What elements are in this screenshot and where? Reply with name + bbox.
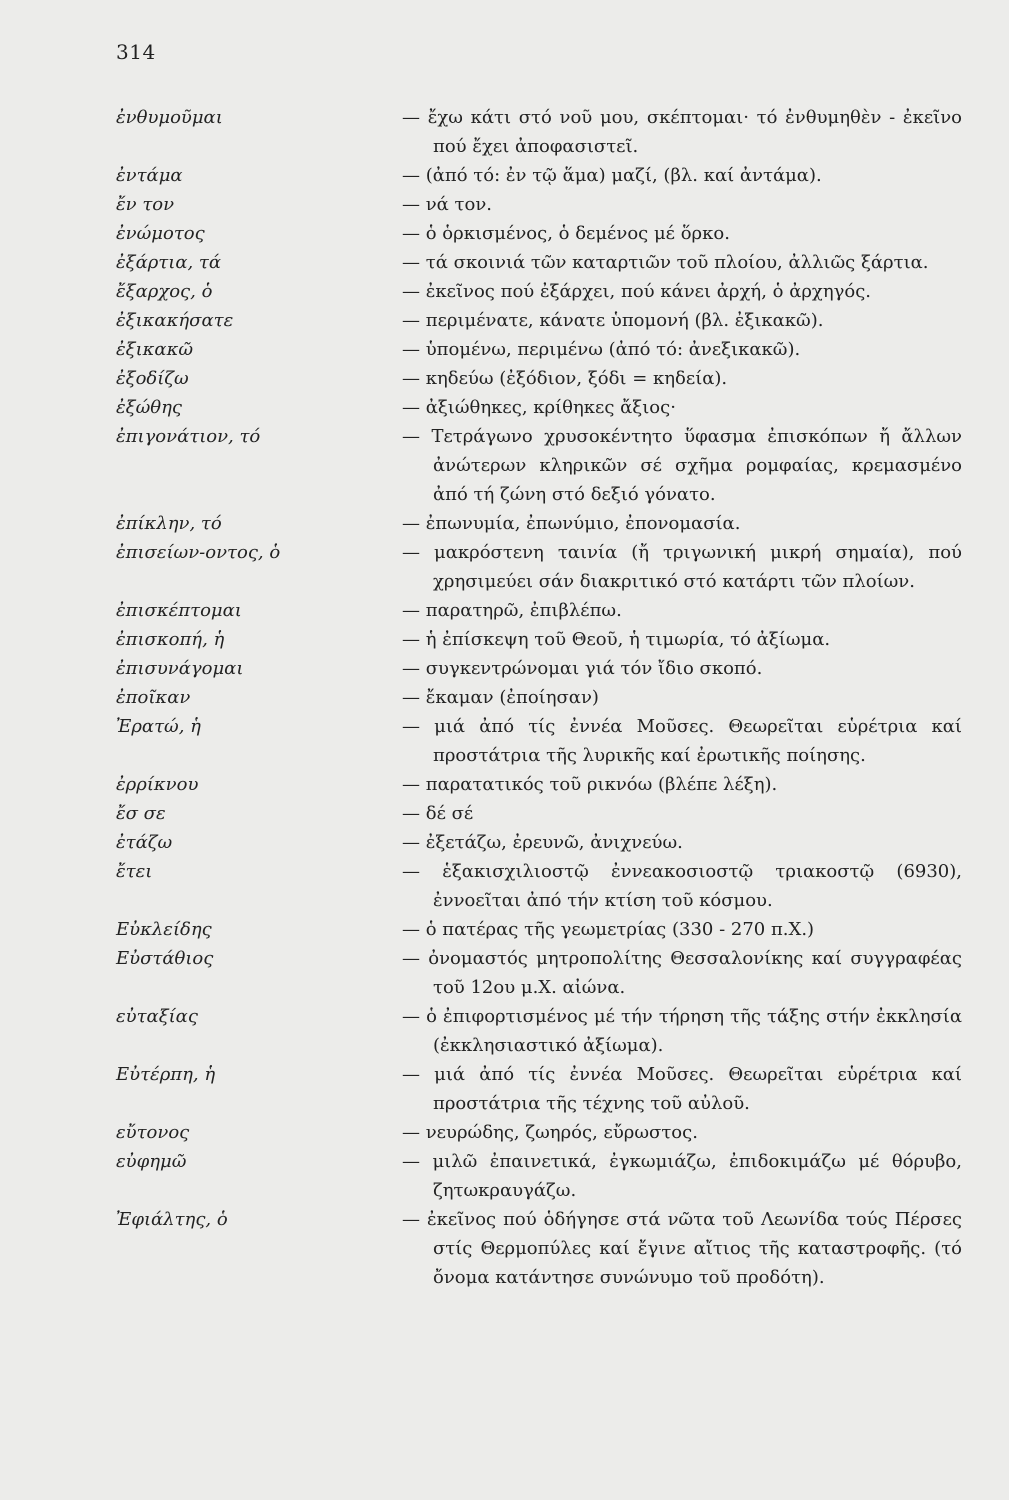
definition-text: ὁ ὁρκισμένος, ὁ δεμένος μέ ὅρκο. [425, 223, 730, 244]
em-dash [402, 629, 426, 650]
glossary-term: ἐξάρτια, τά [116, 252, 222, 273]
glossary-entry [116, 306, 962, 335]
em-dash [402, 687, 426, 708]
definition-text: (ἀπό τό: ἐν τῷ ἅμα) μαζί, (βλ. καί ἀντάμα). [425, 165, 822, 186]
glossary-term: ἐντάμα [116, 165, 183, 186]
glossary-entry [116, 654, 962, 683]
glossary-definition [402, 1002, 962, 1060]
glossary-definition [402, 944, 962, 1002]
glossary-definition [402, 915, 962, 944]
glossary-entry [116, 219, 962, 248]
definition-text: ἔχω κάτι στό νοῦ μου, σκέπτομαι· τό ἐνθυμηθὲν - ἐκεῖνο πού ἔχει ἀποφασιστεῖ. [427, 107, 962, 157]
definition-text: ἐκεῖνος πού ἐξάρχει, πού κάνει ἀρχή, ὁ ἀρχηγός. [425, 281, 872, 302]
em-dash [402, 426, 431, 447]
glossary-entry [116, 509, 962, 538]
glossary-entry [116, 683, 962, 712]
glossary-definition [402, 1205, 962, 1292]
glossary-definition [402, 538, 962, 596]
definition-text: μιά ἀπό τίς ἐννέα Μοῦσες. Θεωρεῖται εὑρέτρια καί προστάτρια τῆς λυρικῆς καί ἐρωτικῆς ποίησης. [433, 716, 962, 766]
definition-text: ἐπωνυμία, ἐπωνύμιο, ἐπονομασία. [425, 513, 741, 534]
glossary-definition [402, 509, 962, 538]
definition-text: ἔκαμαν (ἐποίησαν) [425, 687, 599, 708]
definition-text: ὁ ἐπιφορτισμένος μέ τήν τήρηση τῆς τάξης στήν ἐκκλησία (ἐκκλησιαστικό ἀξίωμα). [426, 1006, 962, 1056]
em-dash [402, 658, 426, 679]
definition-text: ἑξακισχιλιοστῷ ἐννεακοσιοστῷ τριακοστῷ (6930), ἐννοεῖται ἀπό τήν κτίση τοῦ κόσμου. [433, 861, 962, 911]
glossary-term: Εὐκλείδης [116, 919, 212, 940]
glossary-definition [402, 335, 962, 364]
em-dash [402, 600, 426, 621]
em-dash [402, 948, 428, 969]
em-dash [402, 716, 434, 737]
glossary-entry [116, 1002, 962, 1060]
glossary-definition [402, 625, 962, 654]
glossary-definition [402, 393, 962, 422]
glossary-entry [116, 857, 962, 915]
em-dash [402, 1151, 432, 1172]
glossary-term: ἔξαρχος, ὁ [116, 281, 213, 302]
glossary-entry [116, 1060, 962, 1118]
glossary-entry [116, 799, 962, 828]
em-dash [402, 861, 442, 882]
glossary-term: ἐπίκλην, τό [116, 513, 222, 534]
em-dash [402, 165, 426, 186]
glossary-entry [116, 538, 962, 596]
glossary-term: ἐπιγονάτιον, τό [116, 426, 261, 447]
glossary-definition [402, 799, 962, 828]
glossary-entry [116, 915, 962, 944]
glossary-term: Εὐτέρπη, ἡ [116, 1064, 216, 1085]
page-number: 314 [116, 40, 156, 64]
glossary-term: ἔσ σε [116, 803, 166, 824]
em-dash [402, 513, 426, 534]
glossary-definition [402, 190, 962, 219]
em-dash [402, 397, 426, 418]
glossary-term: ἐρρίκνου [116, 774, 199, 795]
definition-text: συγκεντρώνομαι γιά τόν ἴδιο σκοπό. [425, 658, 763, 679]
glossary-term: Ἐρατώ, ἡ [116, 716, 201, 737]
glossary-term: Ἐφιάλτης, ὁ [116, 1209, 228, 1230]
glossary-term: ἔν τον [116, 194, 175, 215]
glossary-definition [402, 306, 962, 335]
glossary-entry [116, 770, 962, 799]
glossary-definition [402, 1060, 962, 1118]
glossary-entry [116, 1205, 962, 1292]
glossary-definition [402, 654, 962, 683]
glossary-term: ἐτάζω [116, 832, 173, 853]
definition-text: ἐξετάζω, ἐρευνῶ, ἀνιχνεύω. [425, 832, 683, 853]
glossary-definition [402, 770, 962, 799]
definition-text: νά τον. [425, 194, 493, 215]
definition-text: ὁ πατέρας τῆς γεωμετρίας (330 - 270 π.Χ.) [425, 919, 815, 940]
glossary-definition [402, 596, 962, 625]
glossary-definition [402, 161, 962, 190]
glossary-definition [402, 248, 962, 277]
glossary-list [116, 103, 962, 1292]
definition-text: ὀνομαστός μητροπολίτης Θεσσαλονίκης καί συγγραφέας τοῦ 12ου μ.Χ. αἰώνα. [428, 948, 962, 998]
glossary-entry [116, 1147, 962, 1205]
em-dash [402, 832, 426, 853]
glossary-term: ἐπισείων-οντος, ὁ [116, 542, 281, 563]
definition-text: νευρώδης, ζωηρός, εὔρωστος. [425, 1122, 698, 1143]
em-dash [402, 194, 426, 215]
em-dash [402, 281, 426, 302]
glossary-term: ἐπισυνάγομαι [116, 658, 244, 679]
glossary-definition [402, 857, 962, 915]
glossary-term: ἐποῖκαν [116, 687, 191, 708]
glossary-term: ἐξικακήσατε [116, 310, 234, 331]
glossary-term: ἐξοδίζω [116, 368, 189, 389]
glossary-entry [116, 625, 962, 654]
em-dash [402, 1122, 426, 1143]
glossary-term: Εὐστάθιος [116, 948, 214, 969]
em-dash [402, 223, 426, 244]
glossary-entry [116, 248, 962, 277]
glossary-definition [402, 277, 962, 306]
glossary-definition [402, 219, 962, 248]
em-dash [402, 542, 434, 563]
definition-text: Τετράγωνο χρυσοκέντητο ὕφασμα ἐπισκόπων ἤ ἄλλων ἀνώτερων κληρικῶν σέ σχῆμα ρομφαίας, κρεμασμένο ἀπό τή ζώνη στό δεξιό γόνατο. [431, 426, 962, 505]
em-dash [402, 339, 426, 360]
em-dash [402, 107, 428, 128]
glossary-term: ἔτει [116, 861, 153, 882]
definition-text: μιά ἀπό τίς ἐννέα Μοῦσες. Θεωρεῖται εὑρέτρια καί προστάτρια τῆς τέχνης τοῦ αὐλοῦ. [433, 1064, 962, 1114]
glossary-entry [116, 1118, 962, 1147]
glossary-term: ἐξώθης [116, 397, 182, 418]
em-dash [402, 1209, 427, 1230]
glossary-term: εὐφημῶ [116, 1151, 187, 1172]
glossary-entry [116, 944, 962, 1002]
em-dash [402, 1006, 426, 1027]
glossary-definition [402, 712, 962, 770]
glossary-definition [402, 828, 962, 857]
glossary-definition [402, 683, 962, 712]
em-dash [402, 368, 426, 389]
glossary-term: ἐξικακῶ [116, 339, 194, 360]
glossary-entry [116, 103, 962, 161]
definition-text: ὑπομένω, περιμένω (ἀπό τό: ἀνεξικακῶ). [425, 339, 801, 360]
glossary-definition [402, 422, 962, 509]
em-dash [402, 919, 426, 940]
em-dash [402, 310, 426, 331]
em-dash [402, 1064, 434, 1085]
glossary-entry [116, 393, 962, 422]
em-dash [402, 803, 426, 824]
glossary-entry [116, 596, 962, 625]
glossary-definition [402, 1118, 962, 1147]
glossary-entry [116, 364, 962, 393]
glossary-entry [116, 712, 962, 770]
glossary-definition [402, 103, 962, 161]
definition-text: ἡ ἐπίσκεψη τοῦ Θεοῦ, ἡ τιμωρία, τό ἀξίωμα. [425, 629, 831, 650]
glossary-entry [116, 828, 962, 857]
glossary-definition [402, 364, 962, 393]
glossary-term: εὔτονος [116, 1122, 190, 1143]
definition-text: κηδεύω (ἐξόδιον, ξόδι = κηδεία). [425, 368, 728, 389]
glossary-term: ἐπισκέπτομαι [116, 600, 242, 621]
glossary-term: ἐνθυμοῦμαι [116, 107, 223, 128]
definition-text: δέ σέ [425, 803, 474, 824]
glossary-entry [116, 277, 962, 306]
glossary-entry [116, 335, 962, 364]
glossary-term: εὐταξίας [116, 1006, 198, 1027]
definition-text: περιμένατε, κάνατε ὑπομονή (βλ. ἐξικακῶ). [425, 310, 824, 331]
definition-text: ἐκεῖνος πού ὁδήγησε στά νῶτα τοῦ Λεωνίδα τούς Πέρσες στίς Θερμοπύλες καί ἔγινε αἴτιος τῆς καταστροφῆς. (τό ὄνομα κατάντησε συνώνυμο τοῦ προδότη). [426, 1209, 962, 1288]
definition-text: παρατατικός τοῦ ρικνόω (βλέπε λέξη). [425, 774, 778, 795]
definition-text: μακρόστενη ταινία (ἤ τριγωνική μικρή σημαία), πού χρησιμεύει σάν διακριτικό στό κατάρτι τῶν πλοίων. [433, 542, 962, 592]
definition-text: ἀξιώθηκες, κρίθηκες ἄξιος· [425, 397, 676, 418]
glossary-entry [116, 161, 962, 190]
em-dash [402, 774, 426, 795]
glossary-term: ἐνώμοτος [116, 223, 205, 244]
definition-text: παρατηρῶ, ἐπιβλέπω. [425, 600, 622, 621]
glossary-entry [116, 190, 962, 219]
glossary-entry [116, 422, 962, 509]
em-dash [402, 252, 426, 273]
definition-text: τά σκοινιά τῶν καταρτιῶν τοῦ πλοίου, ἀλλιῶς ξάρτια. [425, 252, 929, 273]
glossary-term: ἐπισκοπή, ἡ [116, 629, 225, 650]
definition-text: μιλῶ ἐπαινετικά, ἐγκωμιάζω, ἐπιδοκιμάζω μέ θόρυβο, ζητωκραυγάζω. [432, 1151, 962, 1201]
glossary-definition [402, 1147, 962, 1205]
